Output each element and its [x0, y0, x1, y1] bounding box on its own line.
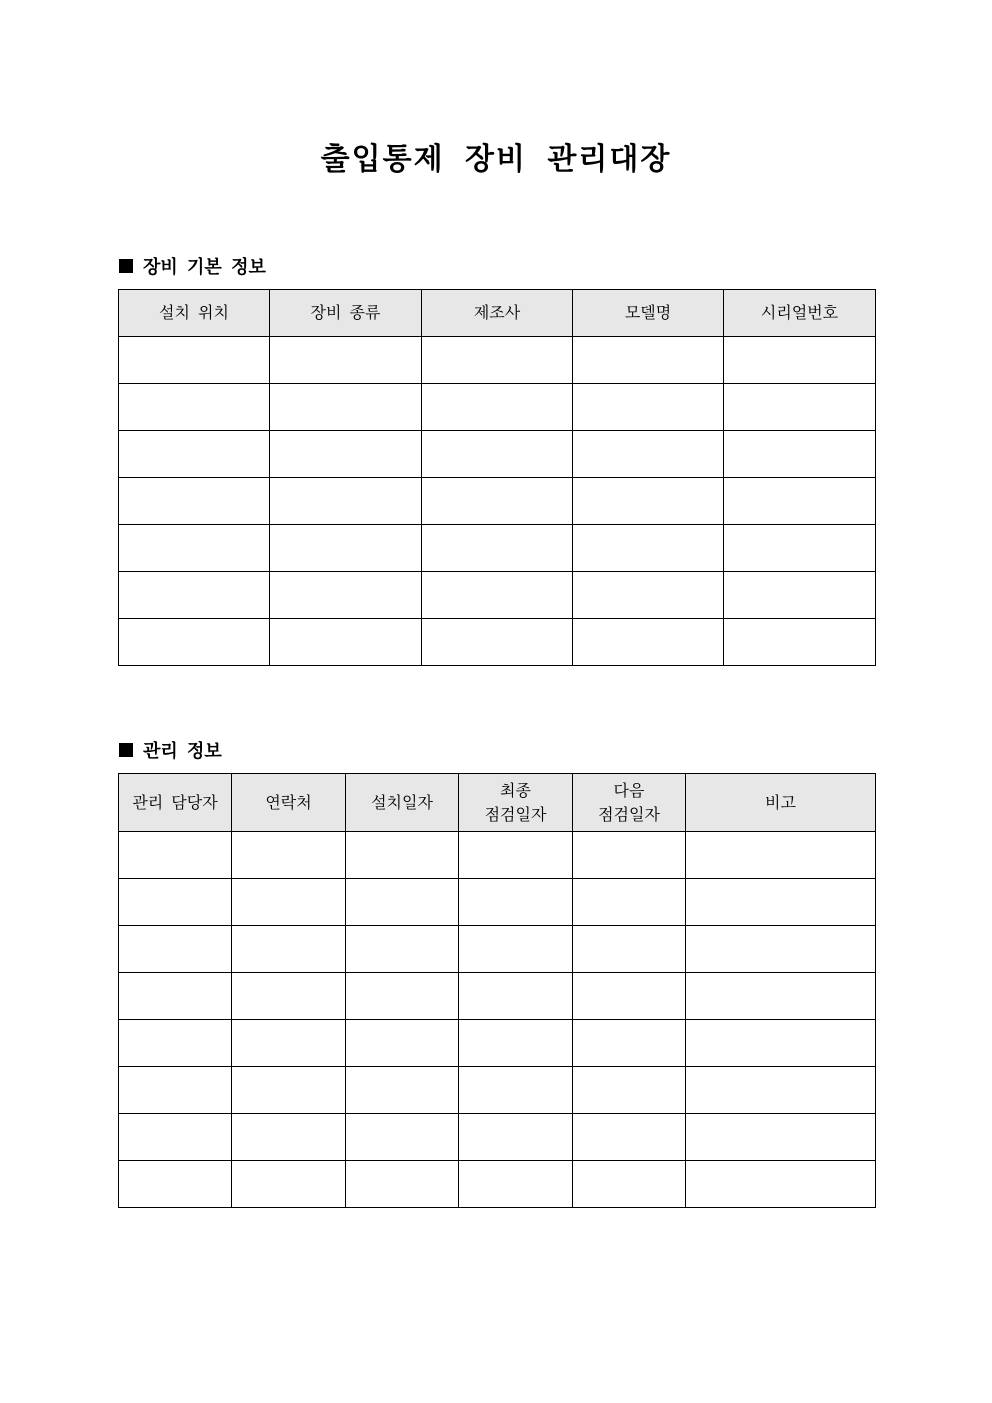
table-cell[interactable] [119, 525, 270, 572]
table-cell[interactable] [573, 572, 724, 619]
header-install-location: 설치 위치 [119, 290, 270, 337]
square-bullet-icon [119, 743, 133, 757]
table-cell[interactable] [119, 572, 270, 619]
table-cell[interactable] [119, 337, 270, 384]
management-section-heading [119, 737, 222, 763]
table-cell[interactable] [346, 1161, 459, 1208]
table-cell[interactable] [573, 1067, 686, 1114]
header-equipment-type: 장비 종류 [270, 290, 422, 337]
header-contact: 연락처 [232, 774, 346, 832]
table-cell[interactable] [573, 1161, 686, 1208]
table-cell[interactable] [119, 478, 270, 525]
header-install-date: 설치일자 [346, 774, 459, 832]
header-remarks: 비고 [686, 774, 876, 832]
table-cell[interactable] [573, 879, 686, 926]
table-cell[interactable] [573, 926, 686, 973]
table-cell[interactable] [232, 879, 346, 926]
table-cell[interactable] [232, 1161, 346, 1208]
table-cell[interactable] [119, 832, 232, 879]
table-cell[interactable] [573, 525, 724, 572]
equipment-table-row [119, 478, 876, 525]
table-cell[interactable] [270, 384, 422, 431]
table-cell[interactable] [346, 832, 459, 879]
management-table-row [119, 926, 876, 973]
table-cell[interactable] [724, 619, 876, 666]
table-cell[interactable] [232, 1067, 346, 1114]
table-cell[interactable] [686, 1067, 876, 1114]
header-manager: 관리 담당자 [119, 774, 232, 832]
table-cell[interactable] [686, 879, 876, 926]
table-cell[interactable] [346, 879, 459, 926]
table-cell[interactable] [422, 431, 573, 478]
header-manufacturer: 제조사 [422, 290, 573, 337]
table-cell[interactable] [686, 1114, 876, 1161]
header-last-inspection-date: 최종 점검일자 [459, 774, 573, 832]
table-cell[interactable] [573, 973, 686, 1020]
table-cell[interactable] [459, 832, 573, 879]
table-cell[interactable] [422, 384, 573, 431]
table-cell[interactable] [422, 525, 573, 572]
square-bullet-icon [119, 259, 133, 273]
header-serial-number: 시리얼번호 [724, 290, 876, 337]
equipment-info-table [118, 289, 876, 666]
equipment-table-row [119, 384, 876, 431]
table-cell[interactable] [232, 926, 346, 973]
table-cell[interactable] [686, 832, 876, 879]
table-cell[interactable] [573, 337, 724, 384]
table-cell[interactable] [119, 619, 270, 666]
table-cell[interactable] [686, 1020, 876, 1067]
management-table-row [119, 832, 876, 879]
table-cell[interactable] [724, 572, 876, 619]
page-title: 출입통제 장비 관리대장 [320, 142, 672, 177]
table-cell[interactable] [724, 431, 876, 478]
equipment-header-row [119, 290, 876, 337]
header-next-inspection-date: 다음 점검일자 [573, 774, 686, 832]
table-cell[interactable] [724, 525, 876, 572]
table-cell[interactable] [573, 384, 724, 431]
management-table-row [119, 1114, 876, 1161]
table-cell[interactable] [119, 431, 270, 478]
management-header-row [119, 774, 876, 832]
equipment-table-row [119, 431, 876, 478]
table-cell[interactable] [459, 879, 573, 926]
table-cell[interactable] [573, 478, 724, 525]
table-cell[interactable] [573, 619, 724, 666]
table-cell[interactable] [119, 973, 232, 1020]
table-cell[interactable] [270, 525, 422, 572]
table-cell[interactable] [573, 1020, 686, 1067]
table-cell[interactable] [119, 384, 270, 431]
equipment-table-row [119, 337, 876, 384]
table-cell[interactable] [686, 926, 876, 973]
table-cell[interactable] [459, 973, 573, 1020]
table-cell[interactable] [459, 1114, 573, 1161]
table-cell[interactable] [459, 1067, 573, 1114]
table-cell[interactable] [724, 337, 876, 384]
table-cell[interactable] [573, 431, 724, 478]
table-cell[interactable] [422, 478, 573, 525]
table-cell[interactable] [422, 572, 573, 619]
management-table-row [119, 1067, 876, 1114]
table-cell[interactable] [686, 1161, 876, 1208]
management-info-table [118, 773, 876, 1208]
equipment-table-row [119, 619, 876, 666]
table-cell[interactable] [270, 337, 422, 384]
table-cell[interactable] [119, 1020, 232, 1067]
table-cell[interactable] [459, 1161, 573, 1208]
table-cell[interactable] [119, 1114, 232, 1161]
table-cell[interactable] [346, 1114, 459, 1161]
table-cell[interactable] [119, 1161, 232, 1208]
table-cell[interactable] [573, 832, 686, 879]
equipment-table-row [119, 572, 876, 619]
table-cell[interactable] [724, 478, 876, 525]
table-cell[interactable] [232, 973, 346, 1020]
table-cell[interactable] [232, 1114, 346, 1161]
equipment-section-heading [119, 253, 266, 279]
management-table-row [119, 1020, 876, 1067]
equipment-table-row [119, 525, 876, 572]
table-cell[interactable] [270, 478, 422, 525]
table-cell[interactable] [232, 1020, 346, 1067]
table-cell[interactable] [573, 1114, 686, 1161]
table-cell[interactable] [422, 619, 573, 666]
table-cell[interactable] [346, 1067, 459, 1114]
table-cell[interactable] [346, 973, 459, 1020]
table-cell[interactable] [270, 572, 422, 619]
table-cell[interactable] [270, 431, 422, 478]
management-table-row [119, 879, 876, 926]
management-table-row [119, 973, 876, 1020]
table-cell[interactable] [459, 926, 573, 973]
management-table-row [119, 1161, 876, 1208]
table-cell[interactable] [232, 832, 346, 879]
header-model-name: 모델명 [573, 290, 724, 337]
equipment-section-title: 장비 기본 정보 [143, 257, 266, 278]
table-cell[interactable] [119, 926, 232, 973]
table-cell[interactable] [119, 1067, 232, 1114]
table-cell[interactable] [686, 973, 876, 1020]
table-cell[interactable] [422, 337, 573, 384]
management-section-title: 관리 정보 [143, 741, 222, 762]
table-cell[interactable] [459, 1020, 573, 1067]
table-cell[interactable] [270, 619, 422, 666]
table-cell[interactable] [346, 1020, 459, 1067]
table-cell[interactable] [119, 879, 232, 926]
table-cell[interactable] [724, 384, 876, 431]
table-cell[interactable] [346, 926, 459, 973]
